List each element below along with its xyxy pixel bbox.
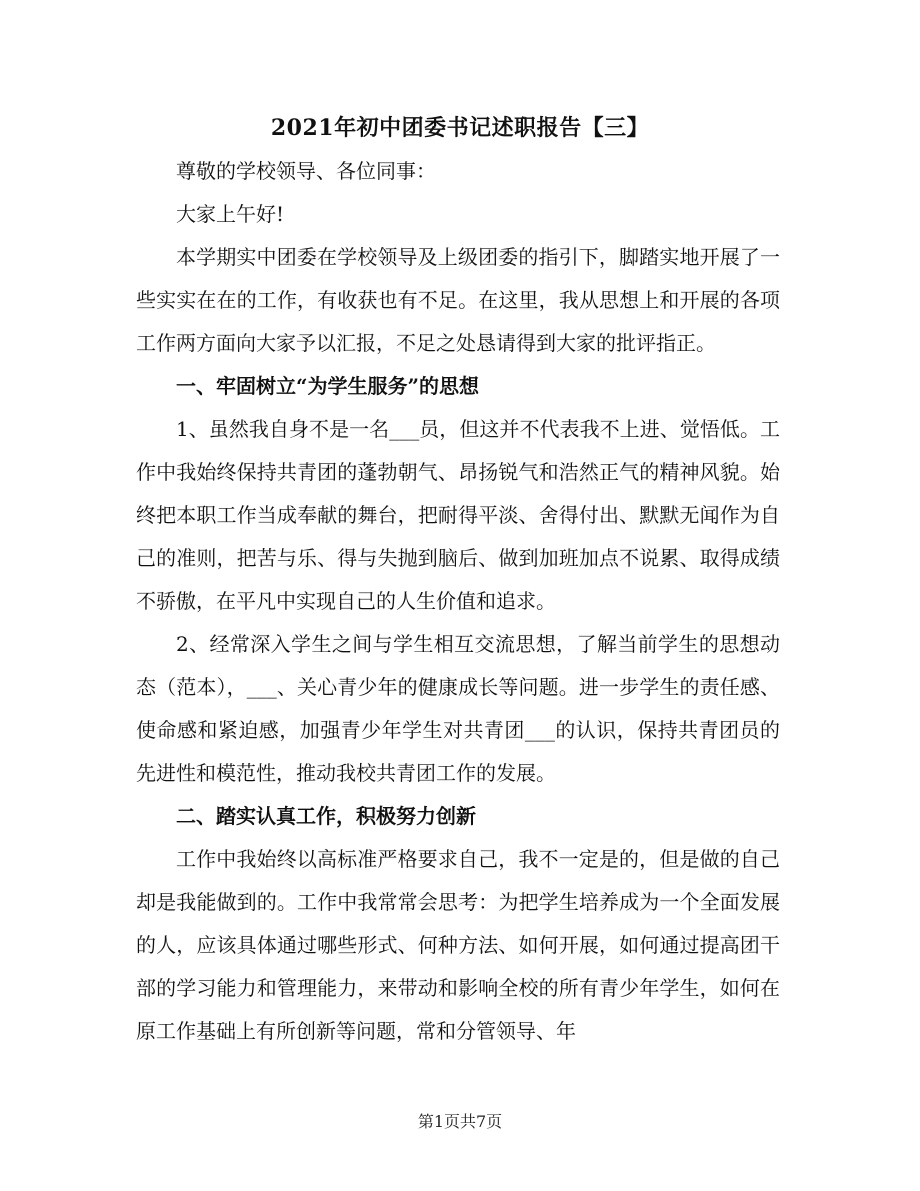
page-indicator: 第1页共7页 bbox=[417, 1112, 503, 1131]
intro-paragraph: 本学期实中团委在学校领导及上级团委的指引下，脚踏实地开展了一些实实在在的工作，有收获也有不足。在这里，我从思想上和开展的各项工作两方面向大家予以汇报，不足之处恳请得到大家的批评指正。 bbox=[136, 245, 780, 355]
document-title: 2021年初中团委书记述职报告【三】 bbox=[270, 115, 650, 141]
salutation: 尊敬的学校领导、各位同事： bbox=[176, 159, 436, 183]
section2-paragraph-1: 工作中我始终以高标准严格要求自己，我不一定是的，但是做的自己却是我能做到的。工作中我常常会思考：为把学生培养成为一个全面发展的人，应该具体通过哪些形式、何种方法、如何开展，如何通过提高团干部的学习能力和管理能力，来带动和影响全校的所有青少年学生，如何在原工作基础上有所创新等问题，常和分管领导、年 bbox=[136, 847, 780, 1043]
section-heading-2: 二、踏实认真工作，积极努力创新 bbox=[176, 804, 476, 828]
section-heading-1: 一、牢固树立“为学生服务”的思想 bbox=[176, 374, 480, 398]
greeting: 大家上午好! bbox=[176, 202, 285, 226]
section1-paragraph-2: 2、经常深入学生之间与学生相互交流思想，了解当前学生的思想动态（范本），___、关心青少年的健康成长等问题。进一步学生的责任感、使命感和紧迫感，加强青少年学生对共青团___的认识，保持共青团员的先进性和模范性，推动我校共青团工作的发展。 bbox=[136, 632, 780, 785]
document-body bbox=[136, 150, 780, 1053]
section1-paragraph-1: 1、虽然我自身不是一名___员，但这并不代表我不上进、觉悟低。工作中我始终保持共青团的蓬勃朝气、昂扬锐气和浩然正气的精神风貌。始终把本职工作当成奉献的舞台，把耐得平淡、舍得付出、默默无闻作为自己的准则，把苦与乐、得与失抛到脑后、做到加班加点不说累、取得成绩不骄傲，在平凡中实现自己的人生价值和追求。 bbox=[136, 417, 780, 613]
